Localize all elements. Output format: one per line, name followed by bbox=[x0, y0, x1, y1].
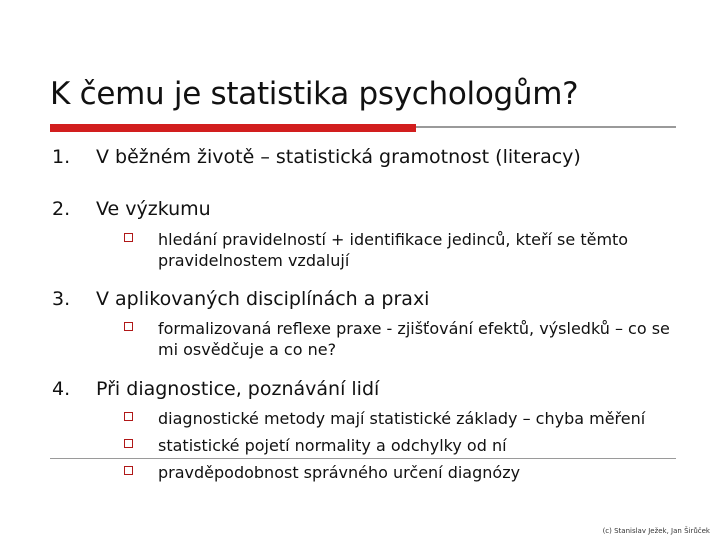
sub-item bbox=[124, 408, 684, 429]
list-item-number: 4. bbox=[52, 378, 71, 400]
title-rule bbox=[416, 126, 676, 128]
title-accent-bar bbox=[50, 124, 416, 132]
square-bullet-icon bbox=[124, 322, 133, 331]
footer-credit: (c) Stanislav Ježek, Jan Širůček bbox=[602, 527, 710, 535]
list-item-text: V aplikovaných disciplínách a praxi bbox=[96, 288, 430, 310]
list-item-text: V běžném životě – statistická gramotnost (literacy) bbox=[96, 146, 581, 168]
sub-item-text: pravděpodobnost správného určení diagnózy bbox=[158, 463, 521, 482]
list-item-number: 2. bbox=[52, 198, 71, 220]
sub-item bbox=[124, 318, 684, 360]
sub-item-text: statistické pojetí normality a odchylky od ní bbox=[158, 436, 507, 455]
sub-item bbox=[124, 229, 684, 271]
slide-title: K čemu je statistika psychologům? bbox=[50, 76, 579, 112]
sub-item-text: diagnostické metody mají statistické základy – chyba měření bbox=[158, 409, 646, 428]
list-item-number: 3. bbox=[52, 288, 71, 310]
list-item-number: 1. bbox=[52, 146, 71, 168]
sub-item-text: hledání pravidelností + identifikace jedinců, kteří se těmto pravidelnostem vzdalují bbox=[158, 230, 629, 270]
square-bullet-icon bbox=[124, 412, 133, 421]
sub-item bbox=[124, 462, 684, 483]
square-bullet-icon bbox=[124, 466, 133, 475]
sub-item-text: formalizovaná reflexe praxe - zjišťování efektů, výsledků – co se mi osvědčuje a co ne? bbox=[158, 319, 670, 359]
list-item-text: Při diagnostice, poznávání lidí bbox=[96, 378, 380, 400]
square-bullet-icon bbox=[124, 439, 133, 448]
bottom-rule bbox=[50, 458, 676, 459]
list-item-text: Ve výzkumu bbox=[96, 198, 211, 220]
sub-item bbox=[124, 435, 684, 456]
square-bullet-icon bbox=[124, 233, 133, 242]
